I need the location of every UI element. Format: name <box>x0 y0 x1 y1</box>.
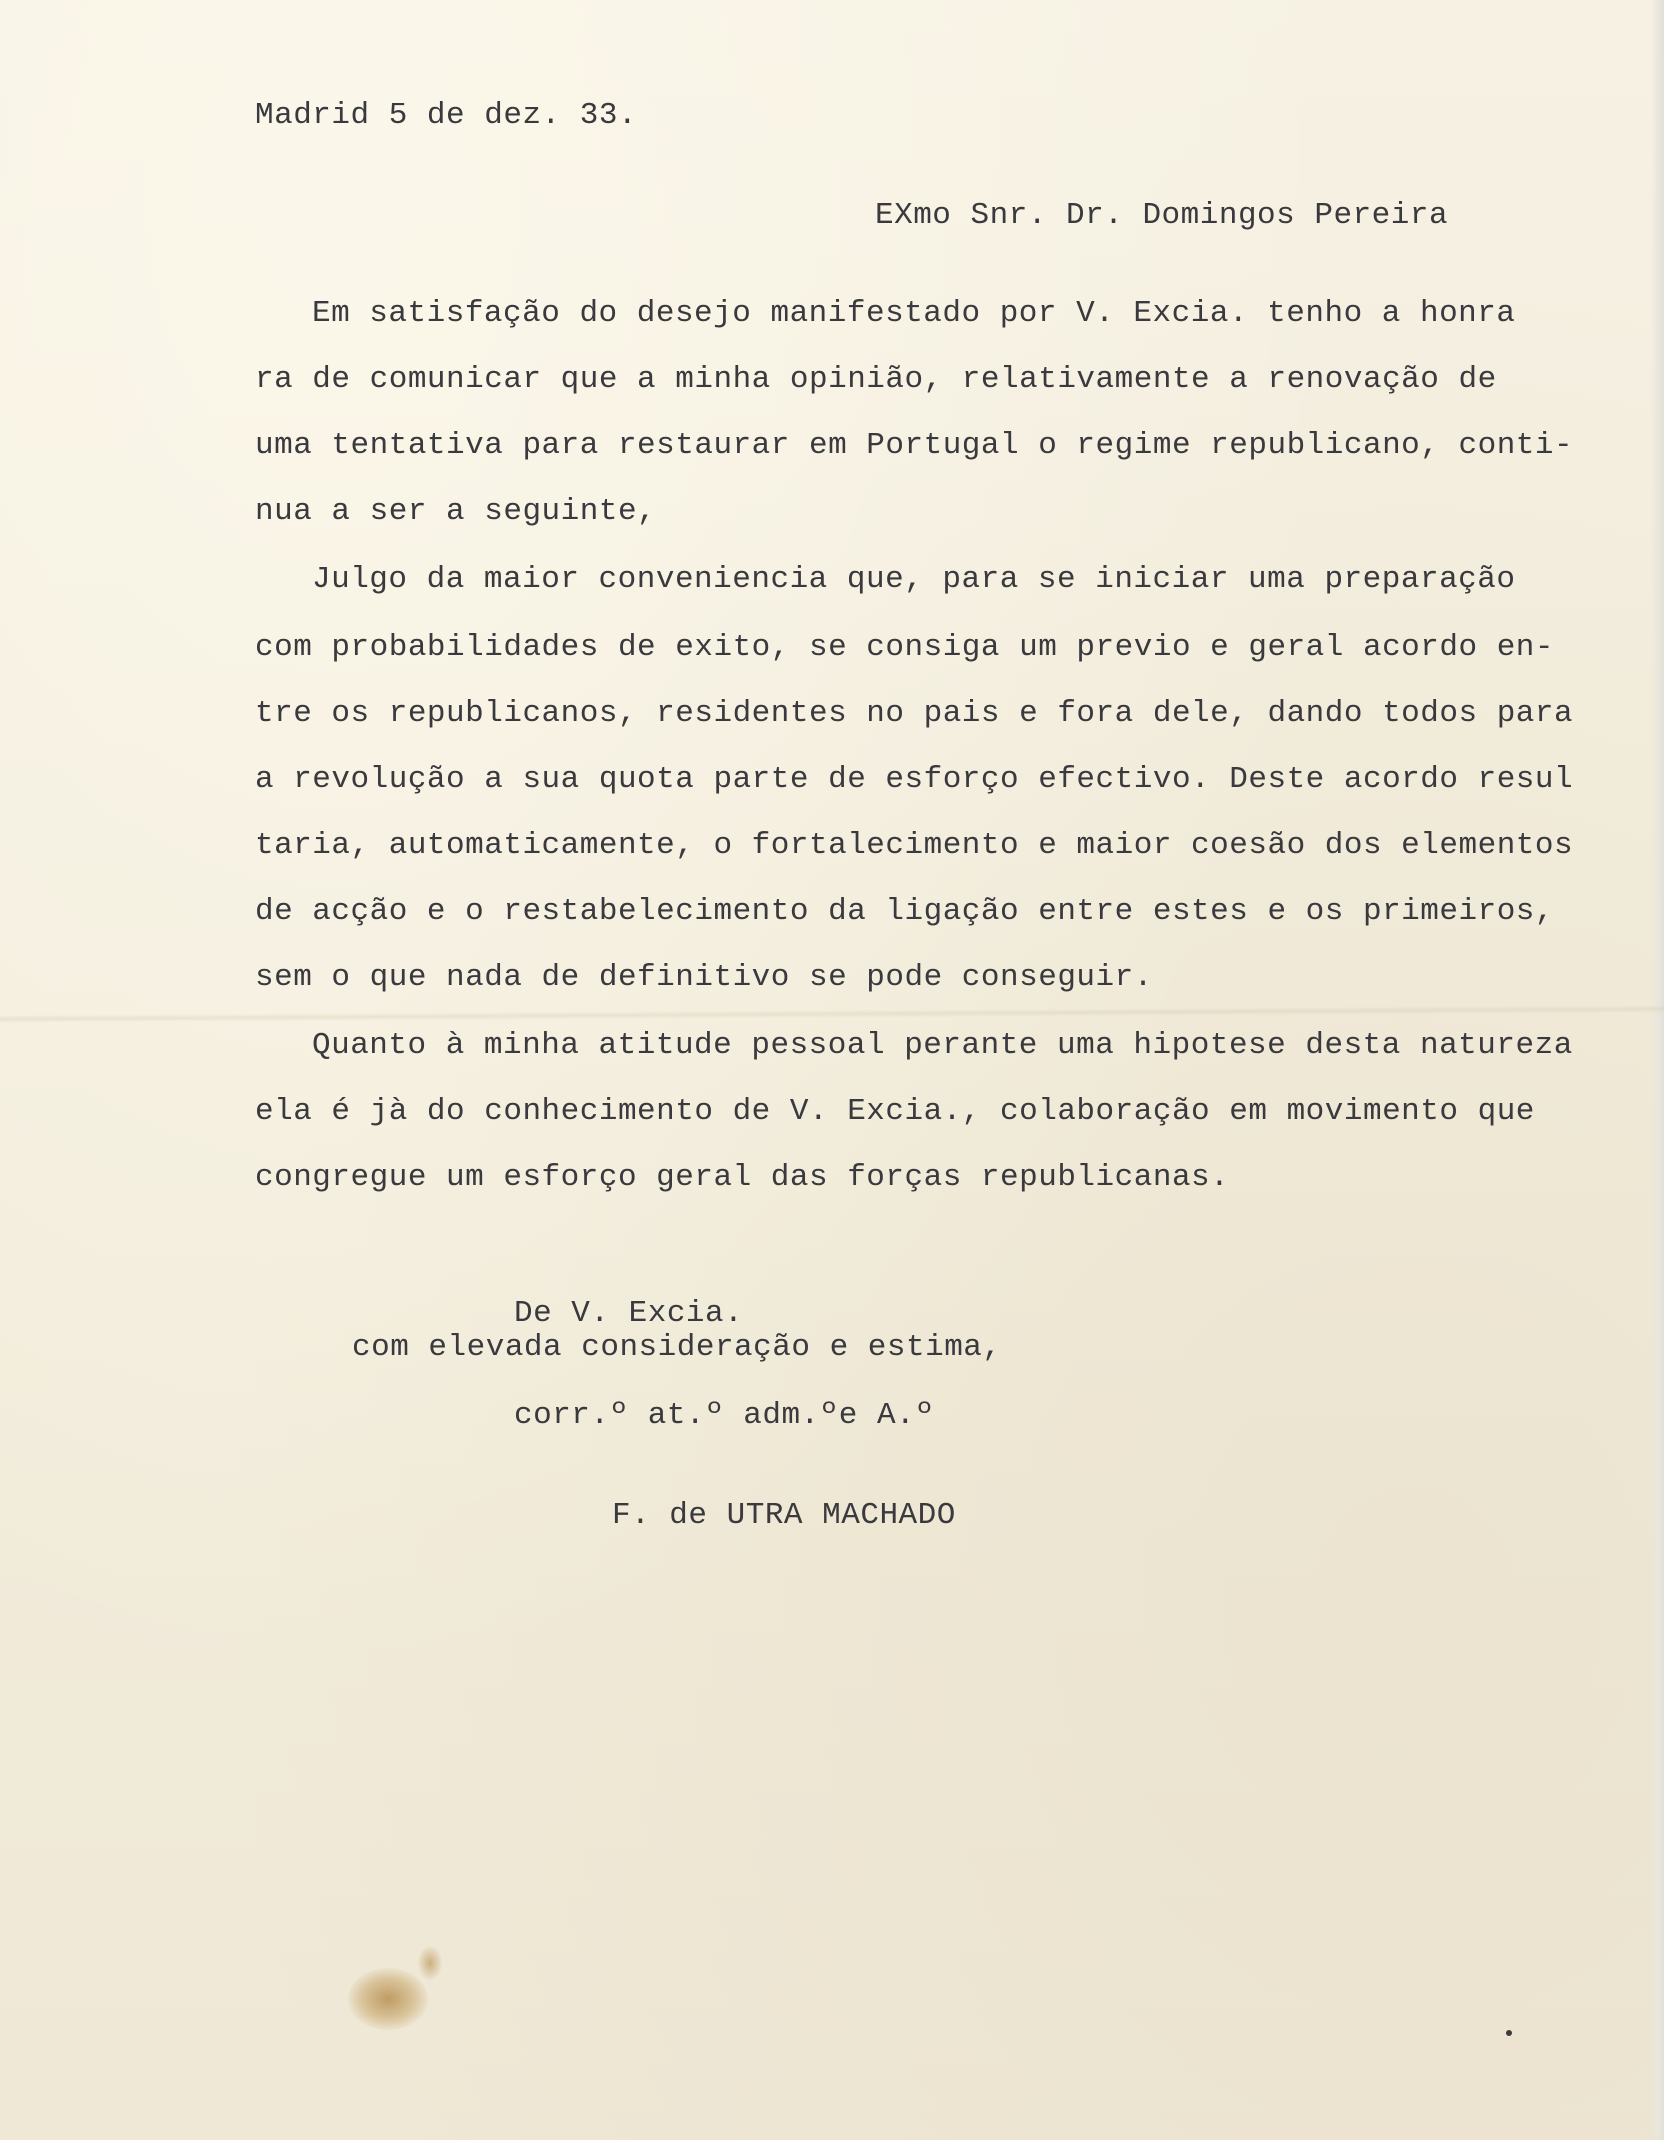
body-line: de acção e o restabelecimento da ligação entre estes e os primeiros, <box>255 894 1555 929</box>
closing-line: corr.º at.º adm.ºe A.º <box>514 1398 935 1433</box>
body-line: nua a ser a seguinte, <box>255 494 657 529</box>
signature-name: F. de UTRA MACHADO <box>612 1498 956 1533</box>
ink-speck <box>1506 2030 1512 2036</box>
body-line: taria, automaticamente, o fortalecimento e maior coesão dos elementos <box>255 828 1574 863</box>
body-line: com probabilidades de exito, se consiga um previo e geral acordo en- <box>255 630 1555 665</box>
body-line: ra de comunicar que a minha opinião, relativamente a renovação de <box>255 362 1497 397</box>
body-line: ela é jà do conhecimento de V. Excia., colaboração em movimento que <box>255 1094 1535 1129</box>
body-line: a revolução a sua quota parte de esforço efectivo. Deste acordo resul <box>255 762 1574 797</box>
stain-mark <box>418 1946 442 1980</box>
paper-edge <box>1650 0 1664 2140</box>
body-line: tre os republicanos, residentes no pais e fora dele, dando todos para <box>255 696 1574 731</box>
body-line: uma tentativa para restaurar em Portugal o regime republicano, conti- <box>255 428 1574 463</box>
closing-line: De V. Excia. <box>514 1296 744 1331</box>
body-line: sem o que nada de definitivo se pode conseguir. <box>255 960 1153 995</box>
paper-fold <box>0 1005 1664 1023</box>
stain-mark <box>348 1968 428 2030</box>
body-line: Julgo da maior conveniencia que, para se iniciar uma preparação <box>312 562 1516 597</box>
addressee: EXmo Snr. Dr. Domingos Pereira <box>875 198 1449 233</box>
place-date: Madrid 5 de dez. 33. <box>255 98 638 133</box>
body-line: Em satisfação do desejo manifestado por V. Excia. tenho a honra <box>312 296 1516 331</box>
body-line: Quanto à minha atitude pessoal perante uma hipotese desta natureza <box>312 1028 1573 1063</box>
closing-line: com elevada consideração e estima, <box>352 1330 1002 1365</box>
body-line: congregue um esforço geral das forças republicanas. <box>255 1160 1230 1195</box>
